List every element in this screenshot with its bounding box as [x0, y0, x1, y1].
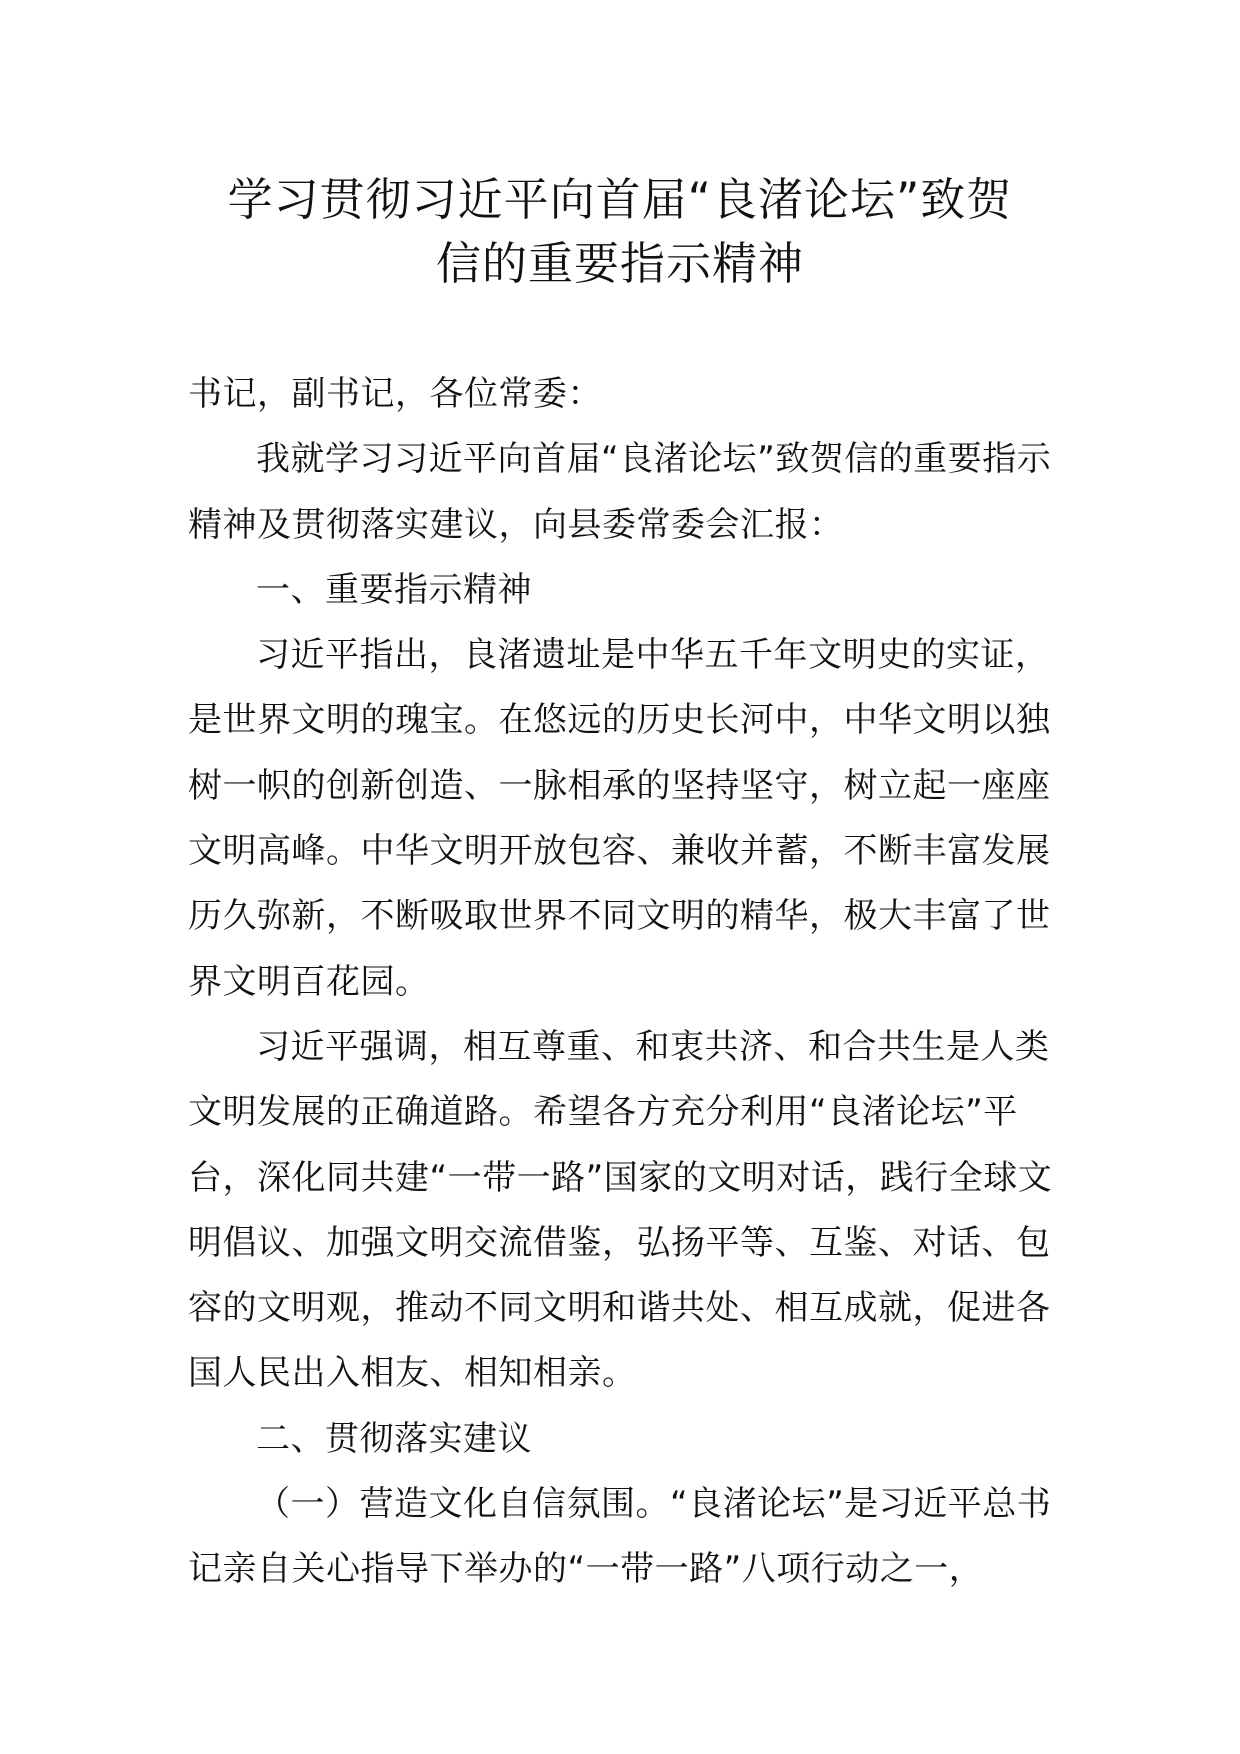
document-body	[188, 362, 1056, 1603]
paragraph-instruction-2: 习近平强调，相互尊重、和衷共济、和合共生是人类文明发展的正确道路。希望各方充分利用“良渚论坛”平台，深化同共建“一带一路”国家的文明对话，践行全球文明倡议、加强文明交流借鉴，弘扬平等、互鉴、对话、包容的文明观，推动不同文明和谐共处、相互成就，促进各国人民出入相友、相知相亲。	[188, 1026, 1053, 1394]
section-heading-2: 二、贯彻落实建议	[256, 1418, 532, 1459]
paragraph-suggestion-1: （一）营造文化自信氛围。“良渚论坛”是习近平总书记亲自关心指导下举办的“一带一路”八项行动之一，	[188, 1484, 1052, 1590]
document-title-line-1: 学习贯彻习近平向首届“良渚论坛”致贺	[227, 173, 1013, 226]
document-title-line-2: 信的重要指示精神	[435, 237, 804, 290]
paragraph-instruction-1: 习近平指出，良渚遗址是中华五千年文明史的实证，是世界文明的瑰宝。在悠远的历史长河中，中华文明以独树一帜的创新创造、一脉相承的坚持坚守，树立起一座座文明高峰。中华文明开放包容、兼收并蓄，不断丰富发展历久弥新，不断吸取世界不同文明的精华，极大丰富了世界文明百花园。	[188, 635, 1051, 1002]
section-heading-1: 一、重要指示精神	[256, 569, 532, 610]
salutation: 书记，副书记，各位常委：	[188, 374, 602, 414]
paragraph-intro: 我就学习习近平向首届“良渚论坛”致贺信的重要指示精神及贯彻落实建议，向县委常委会汇报：	[188, 439, 1052, 545]
